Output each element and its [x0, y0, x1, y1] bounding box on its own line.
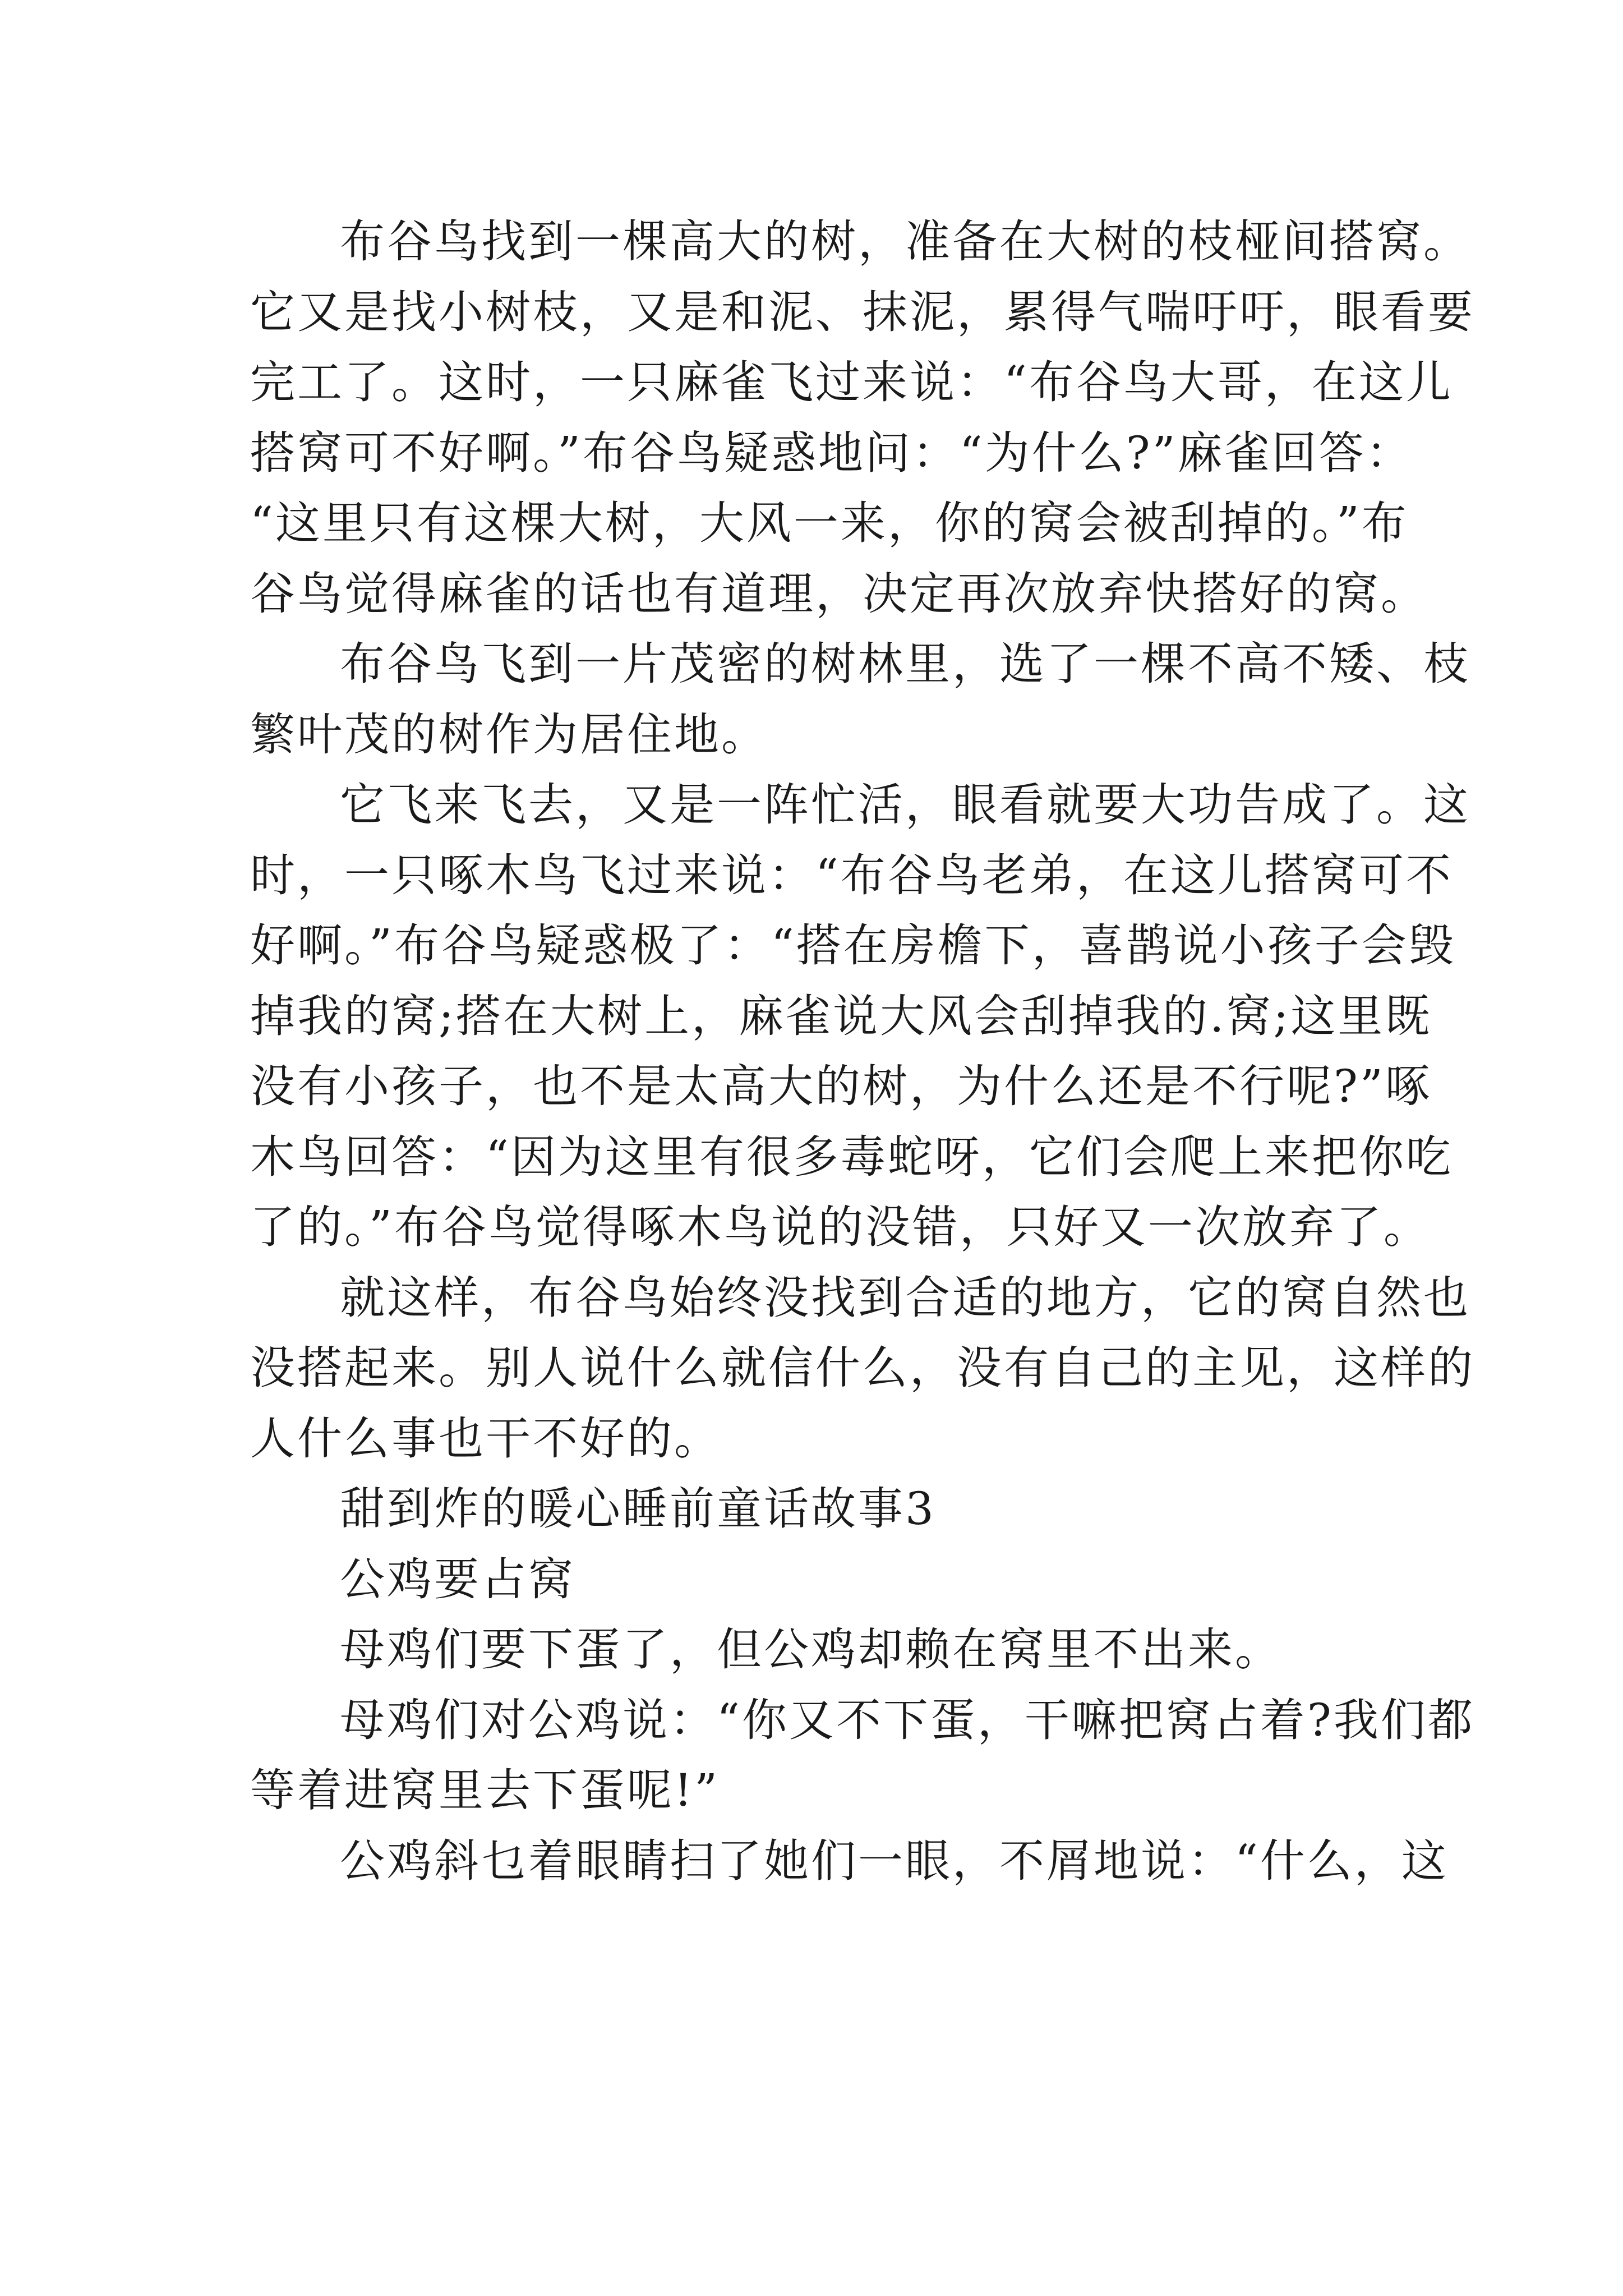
text-line: 布谷鸟飞到一片茂密的树林里，选了一棵不高不矮、枝: [340, 638, 1470, 690]
text-line: 掉我的窝;搭在大树上，麻雀说大风会刮掉我的.窝;这里既: [250, 990, 1432, 1042]
text-line: 了的。”布谷鸟觉得啄木鸟说的没错，只好又一次放弃了。: [250, 1201, 1431, 1253]
text-line: 没搭起来。别人说什么就信什么，没有自己的主见，这样的: [250, 1342, 1475, 1394]
text-line: 没有小孩子，也不是太高大的树，为什么还是不行呢?”啄: [250, 1060, 1432, 1112]
text-line: 好啊。”布谷鸟疑惑极了：“搭在房檐下，喜鹊说小孩子会毁: [250, 919, 1456, 972]
text-line: 等着进窝里去下蛋呢!”: [250, 1764, 720, 1816]
text-line: 完工了。这时，一只麻雀飞过来说：“布谷鸟大哥，在这儿: [250, 356, 1453, 408]
text-line: 母鸡们对公鸡说：“你又不下蛋，干嘛把窝占着?我们都: [340, 1694, 1475, 1746]
text-line: 母鸡们要下蛋了，但公鸡却赖在窝里不出来。: [340, 1623, 1282, 1676]
text-line: 谷鸟觉得麻雀的话也有道理，决定再次放弃快搭好的窝。: [250, 567, 1428, 620]
text-line: 它又是找小树枝，又是和泥、抹泥，累得气喘吁吁，眼看要: [250, 286, 1475, 338]
text-line: 布谷鸟找到一棵高大的树，准备在大树的枝桠间搭窝。: [340, 215, 1470, 268]
text-line: 公鸡斜乜着眼睛扫了她们一眼，不屑地说：“什么，这: [340, 1834, 1449, 1887]
text-line: 时，一只啄木鸟飞过来说：“布谷鸟老弟，在这儿搭窝可不: [250, 849, 1453, 901]
section-title: 甜到炸的暖心睡前童话故事3: [340, 1483, 936, 1535]
story-title: 公鸡要占窝: [340, 1553, 575, 1605]
text-line: “这里只有这棵大树，大风一来，你的窝会被刮掉的。”布: [250, 497, 1409, 549]
text-line: 它飞来飞去，又是一阵忙活，眼看就要大功告成了。这: [340, 779, 1470, 831]
text-line: 人什么事也干不好的。: [250, 1412, 721, 1465]
text-line: 木鸟回答：“因为这里有很多毒蛇呀，它们会爬上来把你吃: [250, 1130, 1453, 1183]
text-line: 就这样，布谷鸟始终没找到合适的地方，它的窝自然也: [340, 1271, 1470, 1324]
text-line: 搭窝可不好啊。”布谷鸟疑惑地问：“为什么?”麻雀回答：: [250, 426, 1413, 479]
story-text: [250, 206, 1475, 1896]
text-line: 繁叶茂的树作为居住地。: [250, 708, 768, 761]
